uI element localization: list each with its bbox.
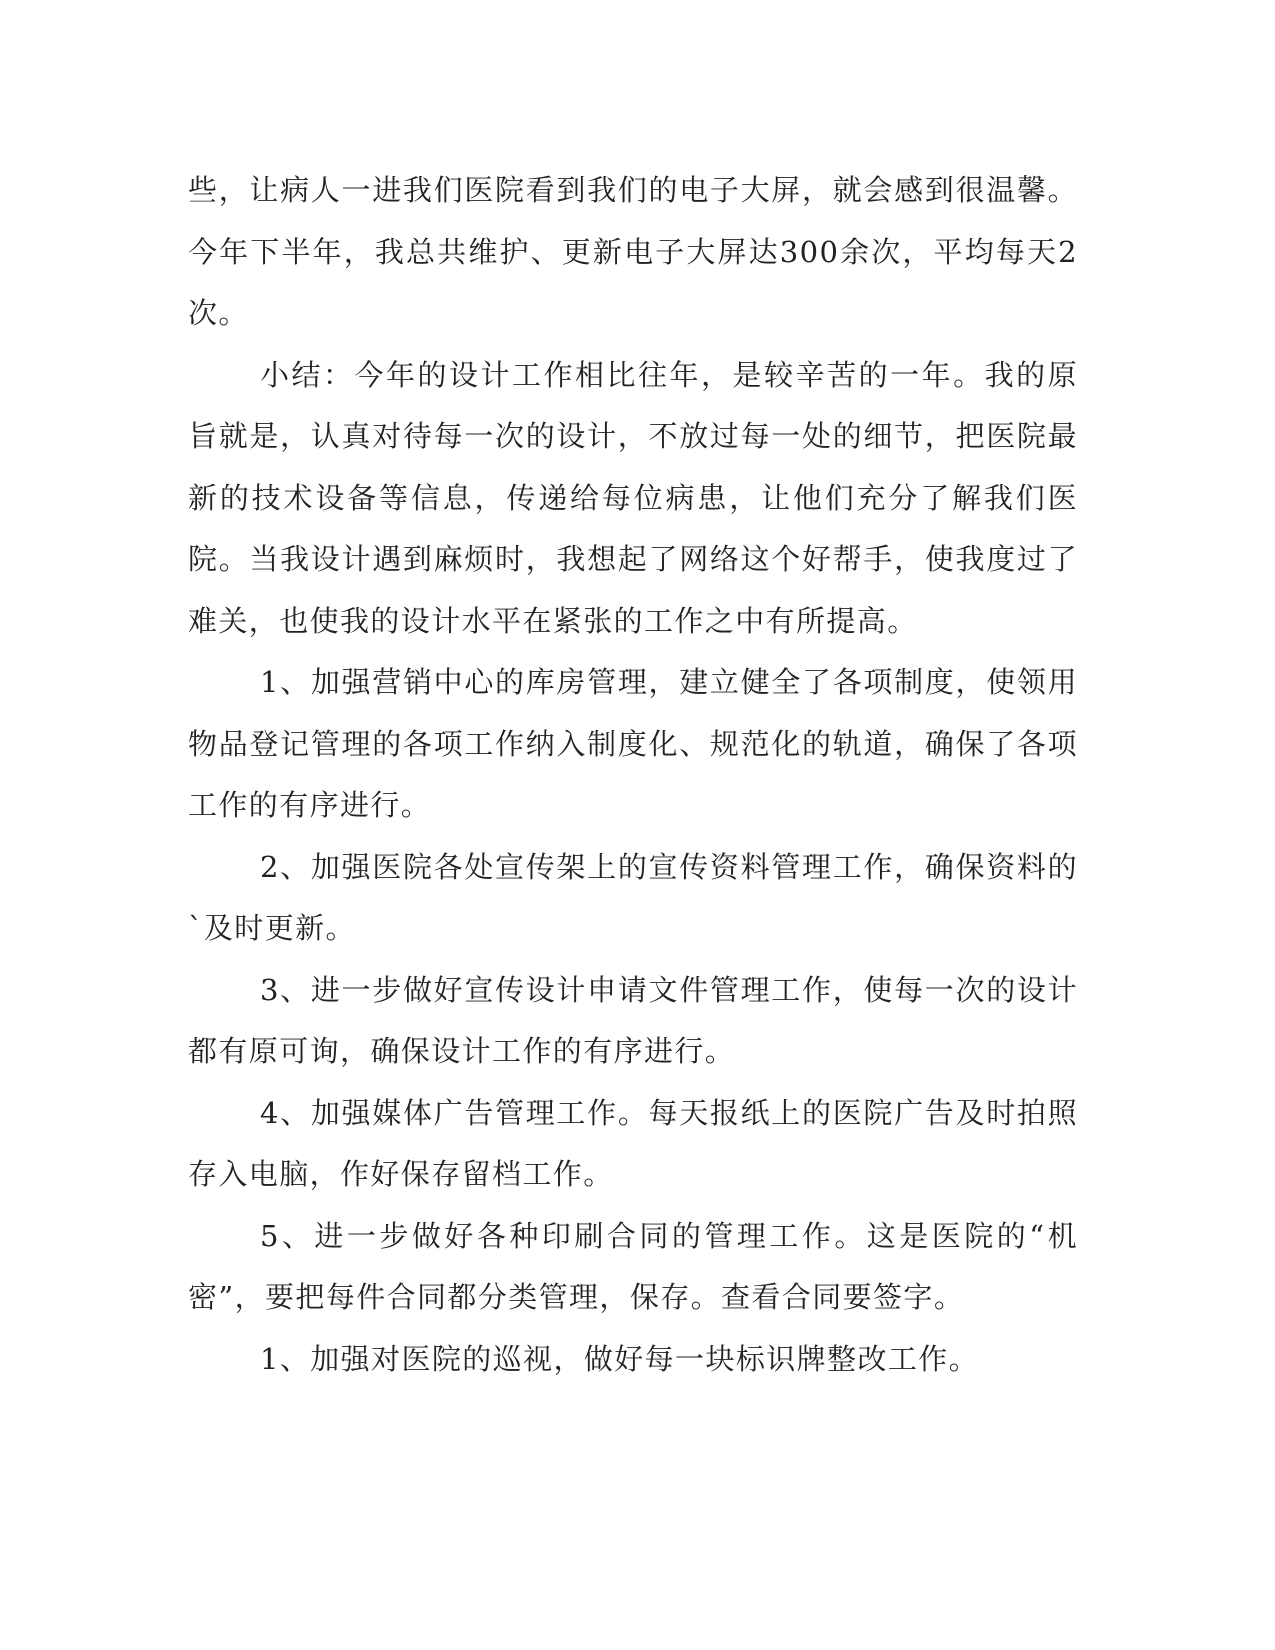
paragraph-summary: 小结：今年的设计工作相比往年，是较辛苦的一年。我的原旨就是，认真对待每一次的设计，不放过每一处的细节，把医院最新的技术设备等信息，传递给每位病患，让他们充分了解我们医院。当我设计遇到麻烦时，我想起了网络这个好帮手，使我度过了难关，也使我的设计水平在紧张的工作之中有所提高。 — [188, 357, 1078, 638]
paragraph-item-brochures: 2、加强医院各处宣传架上的宣传资料管理工作，确保资料的`及时更新。 — [188, 849, 1078, 945]
paragraph-item-signage: 1、加强对医院的巡视，做好每一块标识牌整改工作。 — [260, 1341, 980, 1376]
paragraph-item-contracts: 5、进一步做好各种印刷合同的管理工作。这是医院的“机密”，要把每件合同都分类管理，保存。查看合同要签字。 — [188, 1218, 1078, 1314]
paragraph-item-warehouse: 1、加强营销中心的库房管理，建立健全了各项制度，使领用物品登记管理的各项工作纳入制度化、规范化的轨道，确保了各项工作的有序进行。 — [188, 665, 1078, 822]
document-body — [188, 160, 1078, 1390]
paragraph-item-media-ads: 4、加强媒体广告管理工作。每天报纸上的医院广告及时拍照存入电脑，作好保存留档工作。 — [188, 1095, 1078, 1191]
paragraph-item-design-files: 3、进一步做好宣传设计申请文件管理工作，使每一次的设计都有原可询，确保设计工作的有序进行。 — [188, 972, 1078, 1068]
paragraph-screen-maintenance: 些，让病人一进我们医院看到我们的电子大屏，就会感到很温馨。今年下半年，我总共维护、更新电子大屏达300余次，平均每天2次。 — [188, 173, 1078, 330]
